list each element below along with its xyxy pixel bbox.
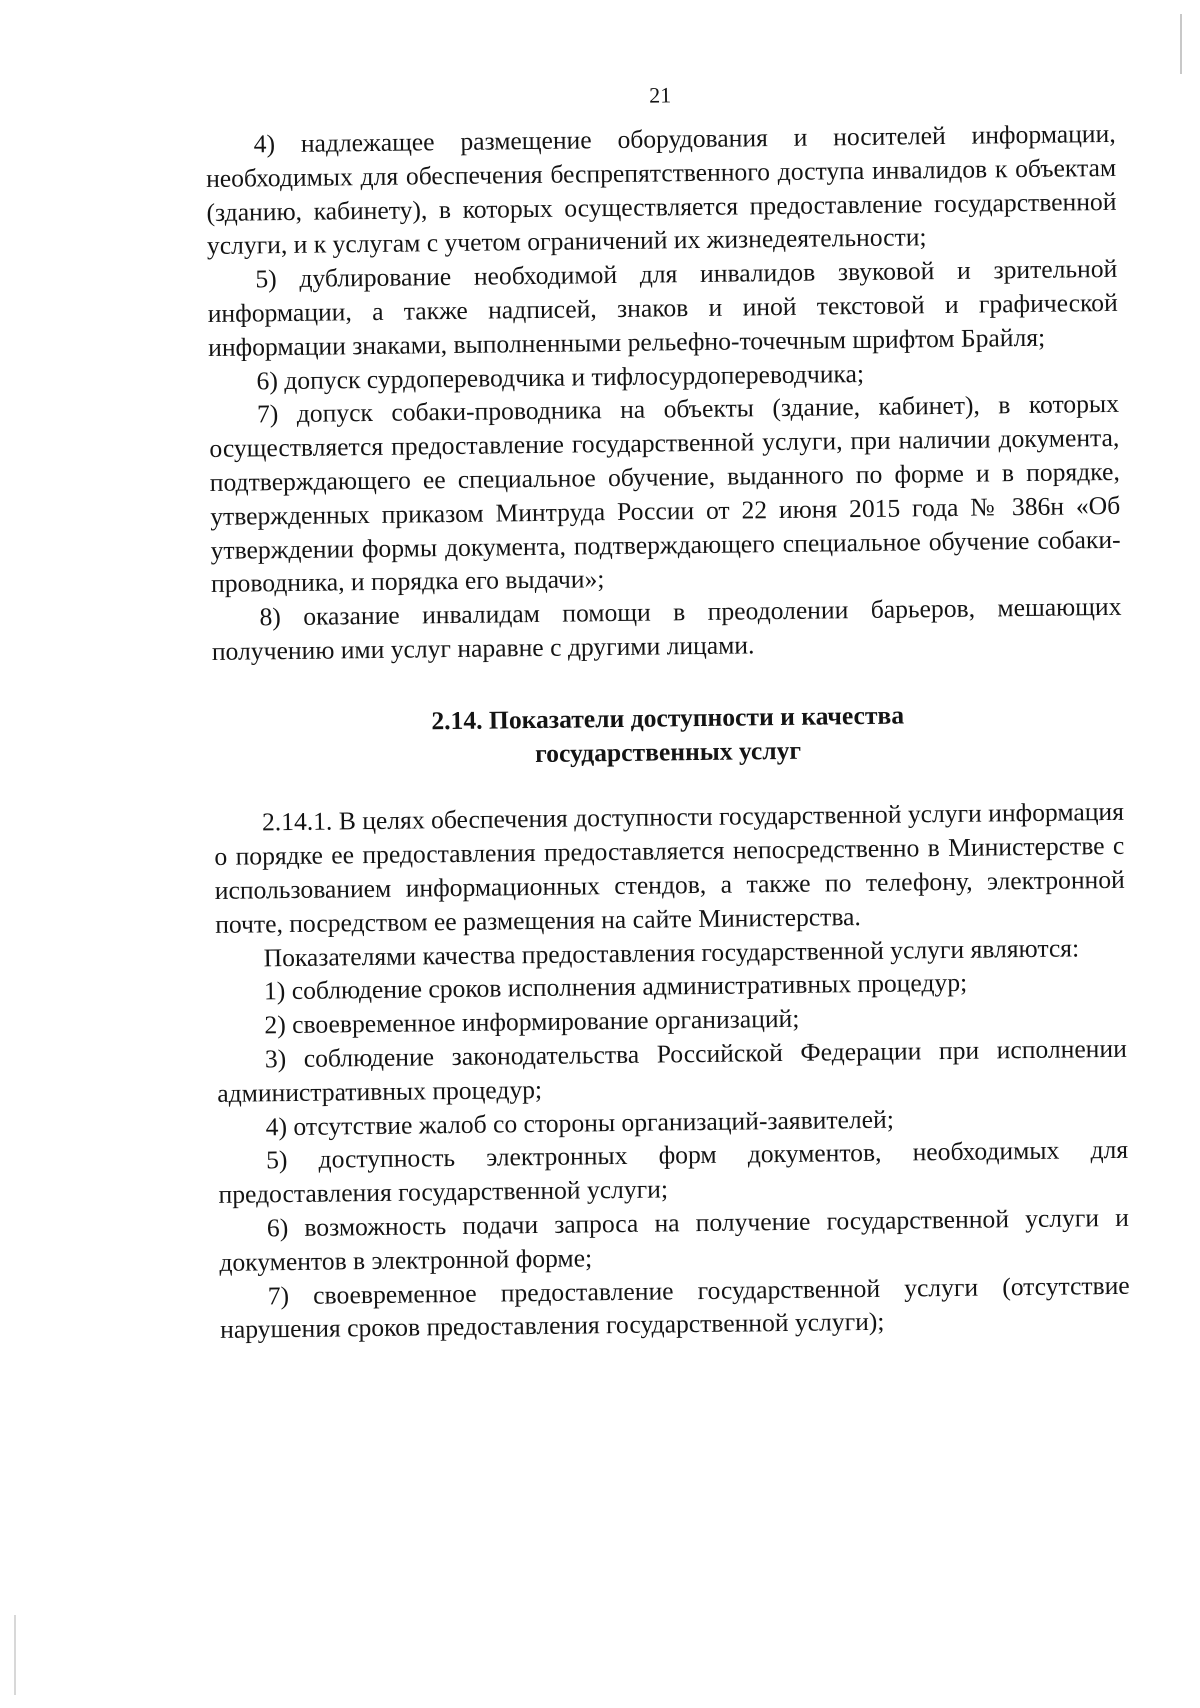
document-page xyxy=(205,77,1130,1347)
quality-item-1: 1) соблюдение сроков исполнения административных процедур; xyxy=(263,968,968,1006)
section-heading-line: государственных услуг xyxy=(535,735,802,768)
quality-item-2: 2) своевременное информирование организаций; xyxy=(264,1003,800,1040)
section-heading xyxy=(213,696,1124,775)
page-number: 21 xyxy=(648,82,672,108)
paragraph-item-6: 6) допуск сурдопереводчика и тифлосурдопереводчика; xyxy=(256,358,865,395)
paragraph-item-5: 5) дублирование необходимой для инвалидов звуковой и зрительной информации, а также надписей, знаков и иной текстовой и графической информации знаками, выполненными рельефно-точечным шрифтом Брайля; xyxy=(207,254,1118,362)
paragraph-item-7: 7) допуск собаки-проводника на объекты (здание, кабинет), в которых осуществляется предоставление государственной услуги, при наличии документа, подтверждающего ее специальное обучение, выданного по форме и в порядке, утвержденных приказом Минтруда России от 22 июня 2015 года № 386н «Об утверждении формы документа, подтверждающего специальное обучение собаки-проводника, и порядка его выдачи»; xyxy=(209,389,1121,599)
paragraph-2-14-1: 2.14.1. В целях обеспечения доступности государственной услуги информация о порядке ее предоставления предоставляется непосредственно в Министерстве с использованием информационных стендов, а также по телефону, электронной почте, посредством ее размещения на сайте Министерства. xyxy=(214,797,1125,939)
paragraph-item-8: 8) оказание инвалидам помощи в преодолении барьеров, мешающих получению ими услуг наравне с другими лицами. xyxy=(211,592,1122,666)
paragraph-item-4: 4) надлежащее размещение оборудования и носителей информации, необходимых для обеспечения беспрепятственного доступа инвалидов к объектам (зданию, кабинету), в которых осуществляется предоставление государственной услуги, и к услугам с учетом ограничений их жизнедеятельности; xyxy=(205,118,1117,261)
quality-item-7: 7) своевременное предоставление государственной услуги (отсутствие нарушения сроков предоставления государственной услуги); xyxy=(219,1270,1130,1345)
quality-item-4: 4) отсутствие жалоб со стороны организаций-заявителей; xyxy=(265,1104,895,1141)
quality-item-6: 6) возможность подачи запроса на получение государственной услуги и документов в электронной форме; xyxy=(219,1202,1130,1277)
scan-edge-mark xyxy=(14,1615,16,1695)
section-heading-line: 2.14. Показатели доступности и качества xyxy=(431,700,905,736)
quality-item-3: 3) соблюдение законодательства Российской Федерации при исполнении административных процедур; xyxy=(217,1033,1127,1108)
paragraph-quality-intro: Показателями качества предоставления государственной услуги являются: xyxy=(263,932,1080,972)
scan-edge-mark xyxy=(1180,14,1182,74)
quality-item-5: 5) доступность электронных форм документов, необходимых для предоставления государственной услуги; xyxy=(218,1135,1129,1210)
